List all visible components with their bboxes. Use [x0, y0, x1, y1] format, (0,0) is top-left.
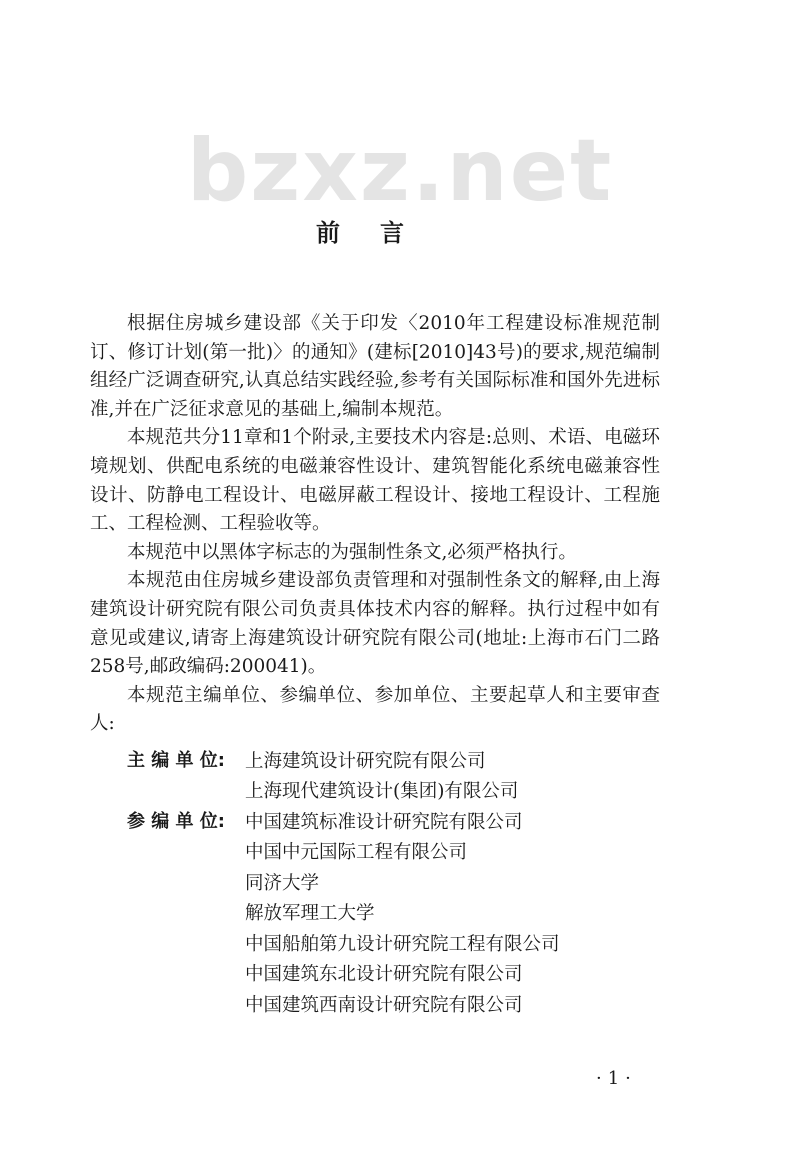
unit-item: 中国建筑西南设计研究院有限公司: [245, 994, 523, 1016]
unit-item: 中国船舶第九设计研究院工程有限公司: [245, 933, 560, 955]
unit-item: 解放军理工大学: [245, 903, 375, 925]
preface-body: [90, 310, 660, 1021]
unit-label: 主 编 单 位:: [127, 749, 225, 771]
unit-items: [245, 808, 660, 1022]
page-title: 前言: [316, 219, 444, 247]
unit-items: [245, 747, 660, 808]
unit-item: 上海现代建筑设计(集团)有限公司: [245, 781, 519, 803]
paragraph: 本规范中以黑体字标志的为强制性条文,必须严格执行。: [127, 541, 577, 563]
paragraph: 本规范主编单位、参编单位、参加单位、主要起草人和主要审查人:: [90, 684, 660, 735]
unit-item: 中国建筑标准设计研究院有限公司: [245, 811, 523, 833]
unit-item: 上海建筑设计研究院有限公司: [245, 750, 486, 772]
chief-editor-units: [90, 747, 660, 808]
paragraph: 根据住房城乡建设部《关于印发〈2010年工程建设标准规范制订、修订计划(第一批)〉的通知》(建标[2010]43号)的要求,规范编制组经广泛调查研究,认真总结实践经验,参考有关国际标准和国外先进标准,并在广泛征求意见的基础上,编制本规范。: [90, 313, 660, 420]
unit-label: 参 编 单 位:: [127, 810, 225, 832]
page-number: ·1·: [596, 1068, 637, 1089]
participating-editor-units: [90, 808, 660, 1022]
paragraph: 本规范共分11章和1个附录,主要技术内容是:总则、术语、电磁环境规划、供配电系统的电磁兼容性设计、建筑智能化系统电磁兼容性设计、防静电工程设计、电磁屏蔽工程设计、接地工程设计、工程施工、工程检测、工程验收等。: [90, 427, 660, 535]
unit-item: 中国建筑东北设计研究院有限公司: [245, 964, 523, 986]
units-list: [90, 747, 660, 1022]
unit-item: 中国中元国际工程有限公司: [245, 842, 468, 864]
watermark: bzxz.net: [186, 121, 614, 221]
paragraph: 本规范由住房城乡建设部负责管理和对强制性条文的解释,由上海建筑设计研究院有限公司负责具体技术内容的解释。执行过程中如有意见或建议,请寄上海建筑设计研究院有限公司(地址:上海市石门二路258号,邮政编码:200041)。: [90, 570, 660, 678]
unit-item: 同济大学: [245, 872, 320, 894]
